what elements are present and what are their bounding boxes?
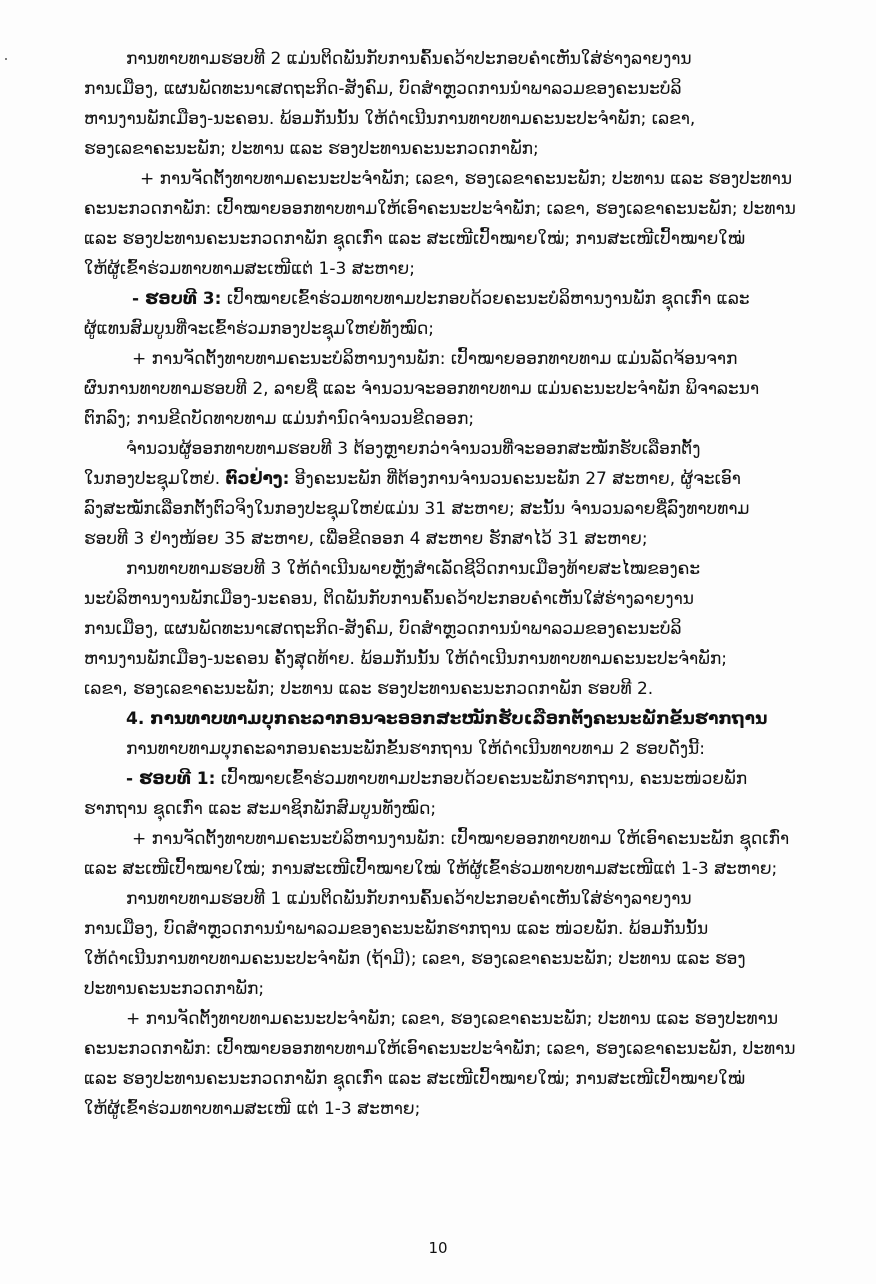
paragraph-line: ຕົກລົງ; ການຂີດບັດທາບທາມ ແມ່ນກໍານົດຈໍານວນຂີດອອກ; <box>84 409 475 429</box>
paragraph-line: ປະທານຄະນະກວດກາພັກ; <box>84 979 265 999</box>
paragraph-line: ໃຫ້ຜູ້ເຂົ້າຮ່ວມທາບທາມສະເໜີແຕ່ 1-3 ສະຫາຍ; <box>84 259 415 279</box>
paragraph-line: ເລຂາ, ຮອງເລຂາຄະນະພັກ; ປະທານ ແລະ ຮອງປະທານຄະນະກວດກາພັກ ຮອບທີ 2. <box>84 679 654 699</box>
paragraph-line: ການທາບທາມບຸກຄະລາກອນຄະນະພັກຂັ້ນຮາກຖານ ໃຫ້ດໍາເນີນທາບທາມ 2 ຮອບດັ່ງນີ້: <box>126 739 705 759</box>
paragraph-line: ຮອງເລຂາຄະນະພັກ; ປະທານ ແລະ ຮອງປະທານຄະນະກວດກາພັກ; <box>84 139 539 159</box>
line-text: ອີງຄະນະພັກ ທີ່ຕ້ອງການຈໍານວນຄະນະພັກ 27 ສະຫາຍ, ຜູ້ຈະເອົາ <box>289 469 741 489</box>
paragraph-line: ການທາບທາມຮອບທີ 3 ໃຫ້ດໍາເນີນພາຍຫຼັງສໍາເລັດຊີວິດການເມືອງທ້າຍສະໄໝຂອງຄະ <box>126 559 701 579</box>
paragraph-line: ການທາບທາມຮອບທີ 2 ແມ່ນຕິດພັນກັບການຄົ້ນຄວ້າປະກອບຄຳເຫັນໃສ່ຮ່າງລາຍງານ <box>126 49 692 69</box>
paragraph-line: ລົງສະໝັກເລືອກຕັ້ງຕົວຈິງໃນກອງປະຊຸມໃຫຍ່ແມ່ນ 31 ສະຫາຍ; ສະນັ້ນ ຈໍານວນລາຍຊື່ລົງທາບທາມ <box>84 499 750 519</box>
paragraph-line: ນະບໍລິຫານງານພັກເມືອງ-ນະຄອນ, ຕິດພັນກັບການຄົ້ນຄວ້າປະກອບຄໍາເຫັນໃສ່ຮ່າງລາຍງານ <box>84 589 694 609</box>
paragraph-line: + ການຈັດຕັ້ງທາບທາມຄະນະປະຈໍາພັກ; ເລຂາ, ຮອງເລຂາຄະນະພັກ; ປະທານ ແລະ ຮອງປະທານ <box>126 1009 779 1029</box>
paragraph-line: ການເມືອງ, ບົດສໍາຫຼວດການນໍາພາລວມຂອງຄະນະພັກຮາກຖານ ແລະ ໜ່ວຍພັກ. ພ້ອມກັນນັ້ນ <box>84 919 709 939</box>
line-text: ໃນກອງປະຊຸມໃຫຍ່. <box>84 469 226 489</box>
paragraph-line: ຈໍານວນຜູ້ອອກທາບທາມຮອບທີ 3 ຕ້ອງຫຼາຍກວ່າຈໍານວນທີ່ຈະອອກສະໝັກຮັບເລືອກຕັ້ງ <box>126 439 701 459</box>
paragraph-line: ການທາບທາມຮອບທີ 1 ແມ່ນຕິດພັນກັບການຄົ້ນຄວ້າປະກອບຄໍາເຫັນໃສ່ຮ່າງລາຍງານ <box>126 889 692 909</box>
paragraph-line: 4. ການທາບທາມບຸກຄະລາກອນຈະອອກສະໝັກຮັບເລືອກຕັ້ງຄະນະພັກຂັ້ນຮາກຖານ <box>126 709 768 729</box>
paragraph-line: ແລະ ສະເໜີເປົ້າໝາຍໃໝ່; ການສະເໜີເປົ້າໝາຍໃໝ່ ໃຫ້ຜູ້ເຂົ້າຮ່ວມທາບທາມສະເໜີແຕ່ 1-3 ສະຫາຍ; <box>84 859 778 879</box>
bold-lead: - ຮອບທີ 3: <box>132 289 222 309</box>
paragraph-line: + ການຈັດຕັ້ງທາບທາມຄະນະບໍລິຫານງານພັກ: ເປົ້າໝາຍອອກທາບທາມ ໃຫ້ເອົາຄະນະພັກ ຊຸດເກົ່າ <box>132 829 790 849</box>
paragraph-line <box>84 464 814 494</box>
paragraph-line: + ການຈັດຕັ້ງທາບທາມຄະນະບໍລິຫານງານພັກ: ເປົ້າໝາຍອອກທາບທາມ ແມ່ນລັດຈ້ອນຈາກ <box>132 349 738 369</box>
paragraph-line: ຄະນະກວດກາພັກ: ເປົ້າໝາຍອອກທາບທາມໃຫ້ເອົາຄະນະປະຈໍາພັກ; ເລຂາ, ຮອງເລຂາຄະນະພັກ; ປະທານ <box>84 199 796 219</box>
paragraph-line <box>84 284 814 314</box>
scan-speck <box>5 58 7 60</box>
line-text: ເປົ້າໝາຍເຂົ້າຮ່ວມທາບທາມປະກອບດ້ວຍຄະນະບໍລິຫານງານພັກ ຊຸດເກົ່າ ແລະ <box>221 289 750 309</box>
paragraph-line: ຜູ້ແທນສົມບູນທີ່ຈະເຂົ້າຮ່ວມກອງປະຊຸມໃຫຍ່ທັງໝົດ; <box>84 319 435 339</box>
paragraph-line: ໃຫ້ຜູ້ເຂົ້າຮ່ວມທາບທາມສະເໜີ ແຕ່ 1-3 ສະຫາຍ; <box>84 1099 421 1119</box>
bold-word: ຕົວຢ່າງ: <box>225 469 290 489</box>
paragraph-line: ຮາກຖານ ຊຸດເກົ່າ ແລະ ສະມາຊິກພັກສົມບູນທັງໝົດ; <box>84 799 437 819</box>
paragraph-line: ແລະ ຮອງປະທານຄະນະກວດກາພັກ ຊຸດເກົ່າ ແລະ ສະເໜີເປົ້າໝາຍໃໝ່; ການສະເໜີເປົ້າໝາຍໃໝ່ <box>84 229 746 249</box>
paragraph-line: + ການຈັດຕັ້ງທາບທາມຄະນະປະຈໍາພັກ; ເລຂາ, ຮອງເລຂາຄະນະພັກ; ປະທານ ແລະ ຮອງປະທານ <box>140 169 793 189</box>
page-number: 10 <box>428 1239 448 1257</box>
paragraph-line: ແລະ ຮອງປະທານຄະນະກວດກາພັກ ຊຸດເກົ່າ ແລະ ສະເໜີເປົ້າໝາຍໃໝ່; ການສະເໜີເປົ້າໝາຍໃໝ່ <box>84 1069 746 1089</box>
document-body <box>84 44 814 1124</box>
paragraph-line: ໃຫ້ດໍາເນີນການທາບທາມຄະນະປະຈໍາພັກ (ຖ້າມີ); ເລຂາ, ຮອງເລຂາຄະນະພັກ; ປະທານ ແລະ ຮອງ <box>84 949 746 969</box>
bold-lead: - ຮອບທີ 1: <box>126 769 216 789</box>
paragraph-line <box>84 764 814 794</box>
paragraph-line: ຮອບທີ 3 ຢ່າງໜ້ອຍ 35 ສະຫາຍ, ເພື່ອຂີດອອກ 4 ສະຫາຍ ຮັກສາໄວ້ 31 ສະຫາຍ; <box>84 529 648 549</box>
paragraph-line: ຫານງານພັກເມືອງ-ນະຄອນ. ພ້ອມກັນນັ້ນ ໃຫ້ດໍາເນີນການທາບທາມຄະນະປະຈໍາພັກ; ເລຂາ, <box>84 109 696 129</box>
paragraph-line: ການເມືອງ, ແຜນພັດທະນາເສດຖະກິດ-ສັງຄົມ, ບົດສໍາຫຼວດການນໍາພາລວມຂອງຄະນະບໍລິ <box>84 79 682 99</box>
paragraph-line: ຫານງານພັກເມືອງ-ນະຄອນ ຄັ້ງສຸດທ້າຍ. ພ້ອມກັນນັ້ນ ໃຫ້ດໍາເນີນການທາບທາມຄະນະປະຈໍາພັກ; <box>84 649 727 669</box>
paragraph-line: ຜົນການທາບທາມຮອບທີ 2, ລາຍຊື່ ແລະ ຈໍານວນຈະອອກທາບທາມ ແມ່ນຄະນະປະຈໍາພັກ ພິຈາລະນາ <box>84 379 760 399</box>
paragraph-line: ການເມືອງ, ແຜນພັດທະນາເສດຖະກິດ-ສັງຄົມ, ບົດສໍາຫຼວດການນໍາພາລວມຂອງຄະນະບໍລິ <box>84 619 682 639</box>
line-text: ເປົ້າໝາຍເຂົ້າຮ່ວມທາບທາມປະກອບດ້ວຍຄະນະພັກຮາກຖານ, ຄະນະໜ່ວຍພັກ <box>215 769 748 789</box>
paragraph-line: ຄະນະກວດກາພັກ: ເປົ້າໝາຍອອກທາບທາມໃຫ້ເອົາຄະນະປະຈໍາພັກ; ເລຂາ, ຮອງເລຂາຄະນະພັກ, ປະທານ <box>84 1039 796 1059</box>
